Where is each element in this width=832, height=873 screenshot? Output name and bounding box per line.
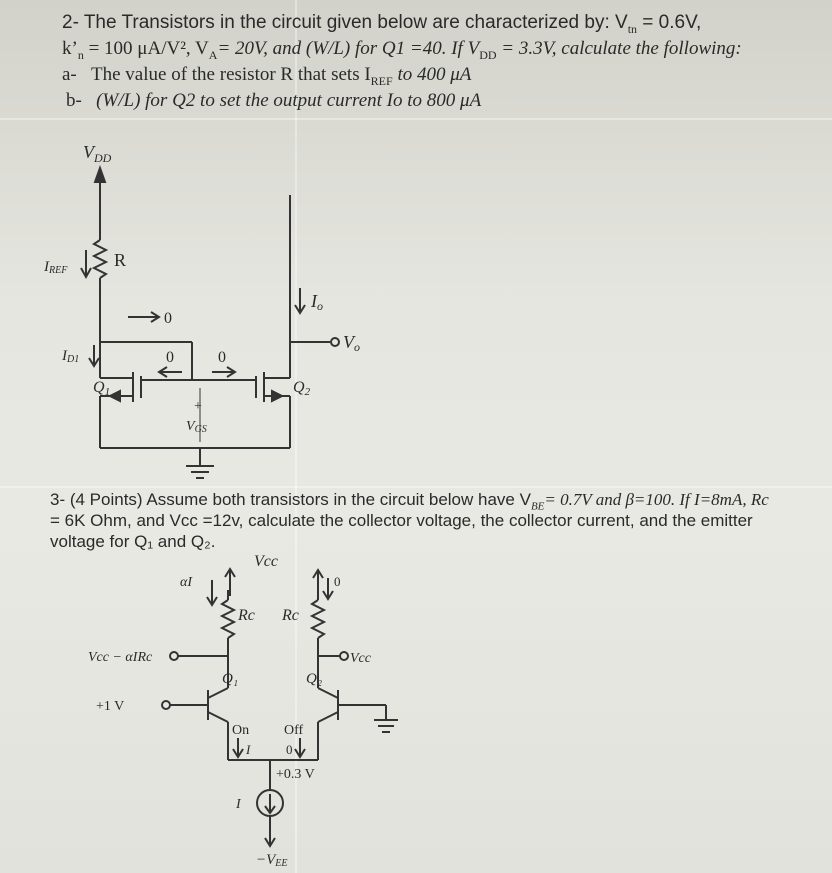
iref-label: IREF xyxy=(44,259,68,276)
problem2-line1-text: 2- The Transistors in the circuit given below are characterized by: V xyxy=(62,12,628,33)
vtn-subscript: tn xyxy=(627,21,638,36)
zero-arrow-label: 0 xyxy=(286,742,293,757)
id1-label: ID1 xyxy=(62,348,80,365)
q1-collector-leg xyxy=(208,688,228,698)
zero-current-label: 0 xyxy=(164,310,172,327)
vdd-label: $V_{DD}$ xyxy=(83,142,112,165)
zero-top-label: 0 xyxy=(334,574,341,589)
q2-collector-leg xyxy=(318,688,338,698)
va-subscript: A xyxy=(208,47,218,62)
rc-left-label: Rc xyxy=(238,607,255,624)
part-a-label: a- xyxy=(62,64,77,85)
part-b-text: (W/L) for Q2 to set the output current Io to 800 μA xyxy=(96,90,482,111)
vcc-top-label: Vcc xyxy=(254,553,278,570)
rc-right-label: Rc xyxy=(282,607,299,624)
vdd-value: = 3.3V, calculate the following: xyxy=(496,38,742,59)
q1-label: Q1 xyxy=(93,379,111,398)
vtn-value: = 0.6V, xyxy=(637,12,702,33)
vgs-plus: + xyxy=(194,399,202,414)
rc-right-resistor xyxy=(312,600,324,638)
part-a-text: The value of the resistor R that sets I xyxy=(91,64,371,85)
q2-label: Q2 xyxy=(293,379,311,398)
q1-source-arrow-icon xyxy=(110,391,120,401)
zero-left-label: 0 xyxy=(166,349,174,366)
resistor-r xyxy=(94,240,106,278)
i-source-label: I xyxy=(236,797,241,812)
vc2-terminal xyxy=(340,652,348,660)
off-label: Off xyxy=(284,723,304,738)
vcc-right-label: Vcc xyxy=(350,651,371,666)
zero-right-label: 0 xyxy=(218,349,226,366)
kn-symbol: k’ xyxy=(62,38,78,59)
vc1-terminal xyxy=(170,652,178,660)
problem3-line2: = 6K Ohm, and Vcc =12v, calculate the collector voltage, the collector current, and the emitter xyxy=(50,511,753,530)
vdd-subscript: DD xyxy=(479,47,497,62)
io-label: Io xyxy=(311,291,323,313)
plus-one-v-label: +1 V xyxy=(96,699,125,714)
q2-emitter-leg xyxy=(318,712,338,722)
q2-source-arrow-icon xyxy=(272,391,282,401)
on-label: On xyxy=(232,723,250,738)
vo-terminal xyxy=(331,338,339,346)
problem3-line1-end: = 0.7V and β=100. If I=8mA, Rc xyxy=(544,490,769,509)
vbe-subscript: BE xyxy=(530,500,545,513)
wl-q1-text: = 20V, and (W/L) for Q1 =40. If V xyxy=(217,38,480,59)
vcc-minus-label: Vcc − αIRc xyxy=(88,650,153,665)
alpha-i-label: αI xyxy=(180,575,193,590)
vo-label: Vo xyxy=(343,332,360,354)
iref-subscript: REF xyxy=(370,73,393,88)
problem3-line1-text: 3- (4 Points) Assume both transistors in the circuit below have V xyxy=(50,490,531,509)
q2-bjt-label: Q₂ xyxy=(306,671,323,687)
part-a-end: to 400 μA xyxy=(392,64,472,85)
part-b-label: b- xyxy=(66,90,82,111)
kn-value: = 100 μA/V², V xyxy=(83,38,209,59)
q1-bjt-label: Q₁ xyxy=(222,671,239,687)
rc-left-resistor xyxy=(222,600,234,638)
vgs-label: VGS xyxy=(186,419,207,435)
vee-label: −VEE xyxy=(256,852,288,869)
plus-03v-label: +0.3 V xyxy=(276,767,315,782)
r-label: R xyxy=(114,250,127,270)
q1-base-terminal xyxy=(162,701,170,709)
kn-subscript: n xyxy=(77,47,84,62)
vdd-arrow-icon xyxy=(95,168,105,182)
i-arrow-label: I xyxy=(246,742,251,757)
q1-emitter-leg xyxy=(208,712,228,722)
problem3-line3: voltage for Q₁ and Q₂. xyxy=(50,532,216,551)
